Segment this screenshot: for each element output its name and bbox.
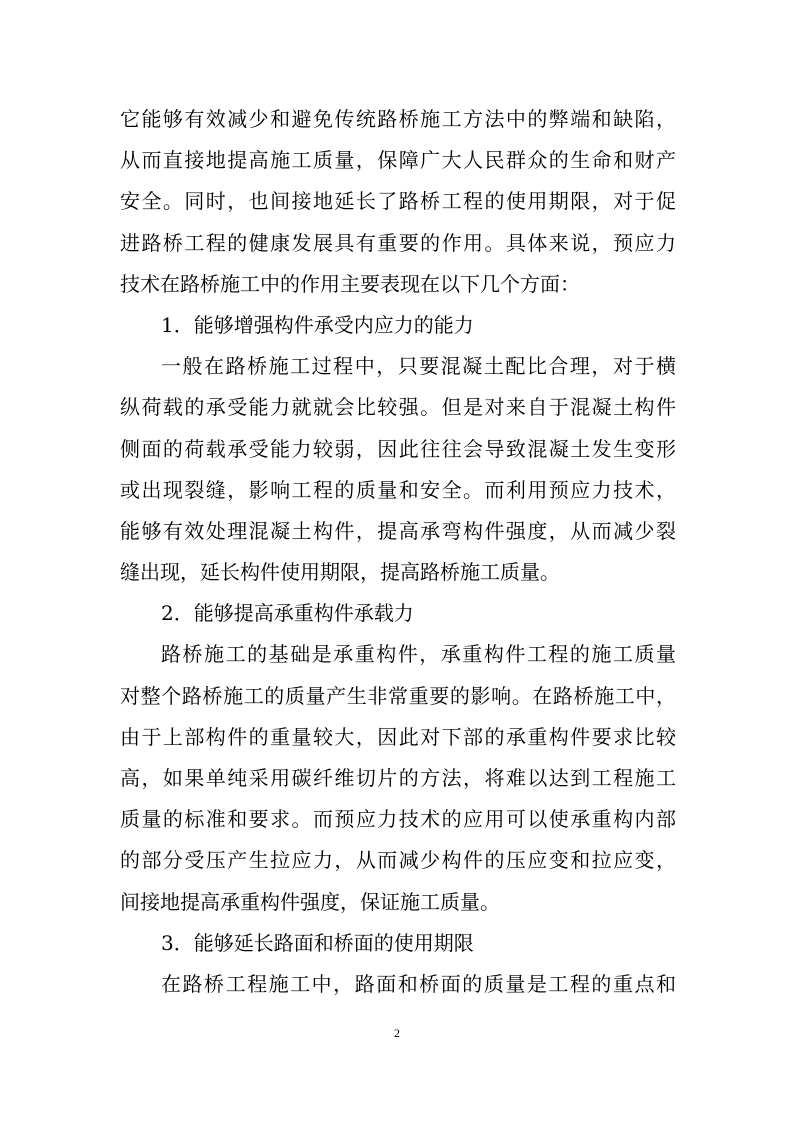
text-line: 缝出现，延长构件使用期限，提高路桥施工质量。	[120, 560, 560, 585]
text-line: 纵荷载的承受能力就就会比较强。但是对来自于混凝土构件	[120, 395, 676, 420]
text-line: 技术在路桥施工中的作用主要表现在以下几个方面：	[120, 271, 580, 296]
text-line: 对整个路桥施工的质量产生非常重要的影响。在路桥施工中，	[120, 683, 676, 708]
text-line: 它能够有效减少和避免传统路桥施工方法中的弊端和缺陷，	[120, 107, 676, 131]
text-line: 进路桥工程的健康发展具有重要的作用。具体来说，预应力	[120, 230, 676, 255]
heading-text: 1．能够增强构件承受内应力的能力	[161, 312, 474, 337]
paragraph	[120, 634, 676, 922]
text-line: 能够有效处理混凝土构件，提高承弯构件强度，从而减少裂	[120, 518, 676, 543]
page-number: 2	[394, 1026, 400, 1040]
document-body	[120, 99, 676, 1005]
text-line: 的部分受压产生拉应力，从而减少构件的压应变和拉应变，	[120, 848, 676, 873]
text-line: 或出现裂缝，影响工程的质量和安全。而利用预应力技术，	[120, 477, 676, 502]
text-line: 在路桥工程施工中，路面和桥面的质量是工程的重点和	[161, 971, 676, 996]
paragraph	[120, 964, 676, 1005]
paragraph	[120, 346, 676, 593]
heading-text: 3．能够延长路面和桥面的使用期限	[161, 930, 474, 955]
text-line: 质量的标准和要求。而预应力技术的应用可以使承重构内部	[120, 807, 676, 832]
text-line: 侧面的荷载承受能力较弱，因此往往会导致混凝土发生变形	[120, 436, 676, 461]
text-line: 由于上部构件的重量较大，因此对下部的承重构件要求比较	[120, 724, 676, 749]
text-line: 间接地提高承重构件强度，保证施工质量。	[120, 889, 500, 914]
text-line: 安全。同时，也间接地延长了路桥工程的使用期限，对于促	[120, 189, 676, 214]
heading-text: 2．能够提高承重构件承载力	[161, 601, 414, 626]
text-line: 路桥施工的基础是承重构件，承重构件工程的施工质量	[161, 642, 676, 667]
text-line: 一般在路桥施工过程中，只要混凝土配比合理，对于横	[161, 354, 676, 379]
section-heading	[120, 593, 676, 634]
text-line: 从而直接地提高施工质量，保障广大人民群众的生命和财产	[120, 148, 676, 173]
paragraph	[120, 99, 676, 305]
text-line: 高，如果单纯采用碳纤维切片的方法，将难以达到工程施工	[120, 766, 676, 790]
section-heading	[120, 923, 676, 964]
section-heading	[120, 305, 676, 346]
